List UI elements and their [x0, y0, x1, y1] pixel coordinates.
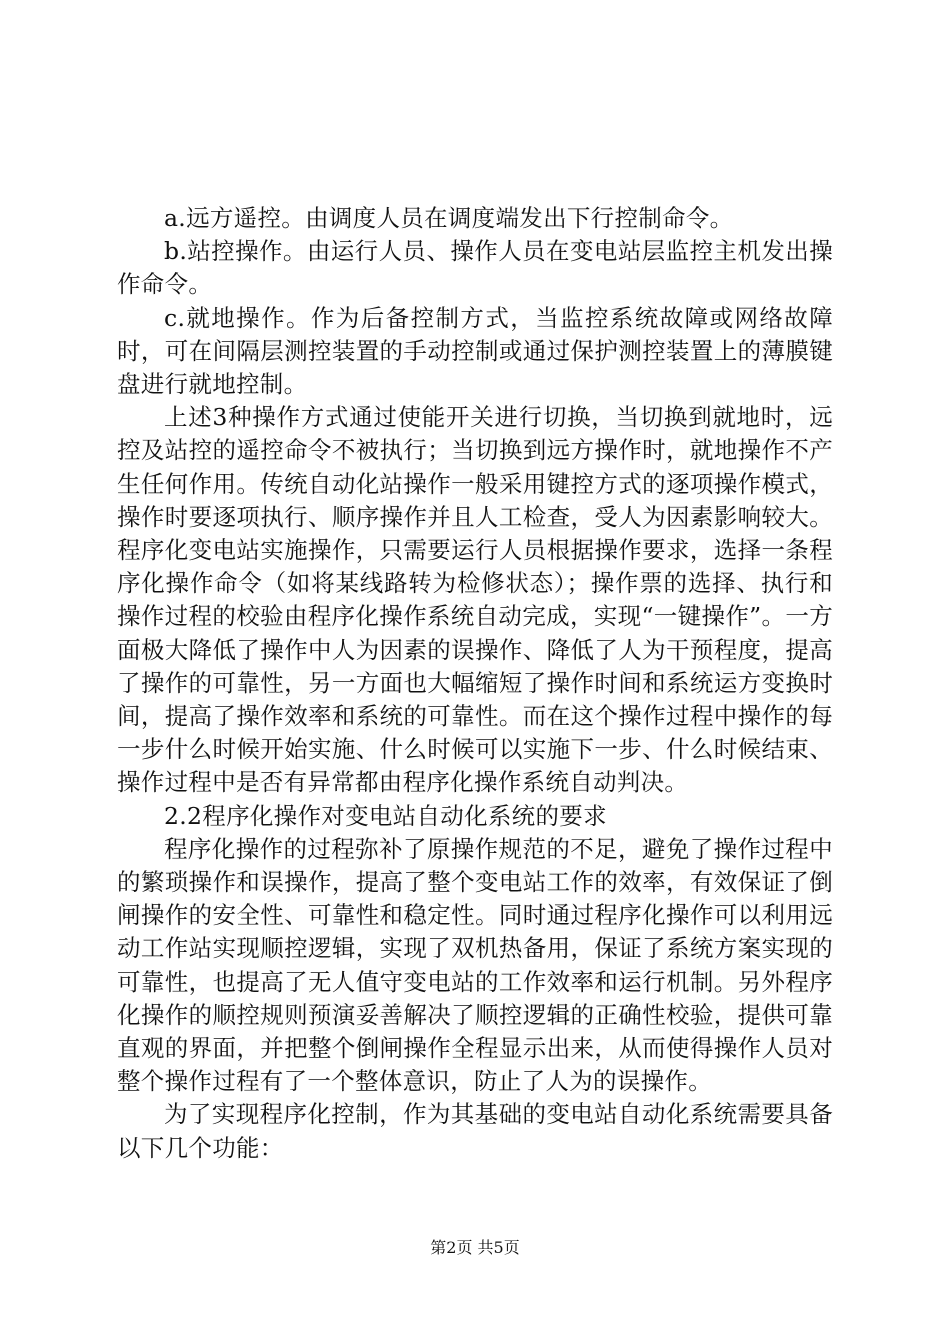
paragraph-programmed-operation: 程序化操作的过程弥补了原操作规范的不足，避免了操作过程中的繁琐操作和误操作，提高了整个变电站工作的效率，有效保证了倒闸操作的安全性、可靠性和稳定性。同时通过程序化操作可以利用远动工作站实现顺控逻辑，实现了双机热备用，保证了系统方案实现的可靠性，也提高了无人值守变电站的工作效率和运行机制。另外程序化操作的顺控规则预演妥善解决了顺控逻辑的正确性校验，提供可靠直观的界面，并把整个倒闸操作全程显示出来，从而使得操作人员对整个操作过程有了一个整体意识，防止了人为的误操作。	[117, 834, 833, 1096]
paragraph-required-functions: 为了实现程序化控制，作为其基础的变电站自动化系统需要具备以下几个功能：	[117, 1100, 833, 1162]
paragraph-station-control: b.站控操作。由运行人员、操作人员在变电站层监控主机发出操作命令。	[117, 237, 833, 299]
section-heading-2-2: 2.2程序化操作对变电站自动化系统的要求	[164, 801, 607, 830]
paragraph-remote-control: a.远方遥控。由调度人员在调度端发出下行控制命令。	[164, 204, 734, 232]
page-footer: 第2页 共5页	[430, 1238, 520, 1257]
document-body	[117, 202, 833, 1165]
paragraph-local-operation: c.就地操作。作为后备控制方式，当监控系统故障或网络故障时，可在间隔层测控装置的手动控制或通过保护测控装置上的薄膜键盘进行就地控制。	[117, 303, 833, 399]
paragraph-operation-modes: 上述3种操作方式通过使能开关进行切换，当切换到就地时，远控及站控的遥控命令不被执行；当切换到远方操作时，就地操作不产生任何作用。传统自动化站操作一般采用键控方式的逐项操作模式，操作时要逐项执行、顺序操作并且人工检查，受人为因素影响较大。程序化变电站实施操作，只需要运行人员根据操作要求，选择一条程序化操作命令（如将某线路转为检修状态）；操作票的选择、执行和操作过程的校验由程序化操作系统自动完成，实现“一键操作”。一方面极大降低了操作中人为因素的误操作、降低了人为干预程度，提高了操作的可靠性，另一方面也大幅缩短了操作时间和系统运方变换时间，提高了操作效率和系统的可靠性。而在这个操作过程中操作的每一步什么时候开始实施、什么时候可以实施下一步、什么时候结束、操作过程中是否有异常都由程序化操作系统自动判决。	[117, 403, 833, 797]
